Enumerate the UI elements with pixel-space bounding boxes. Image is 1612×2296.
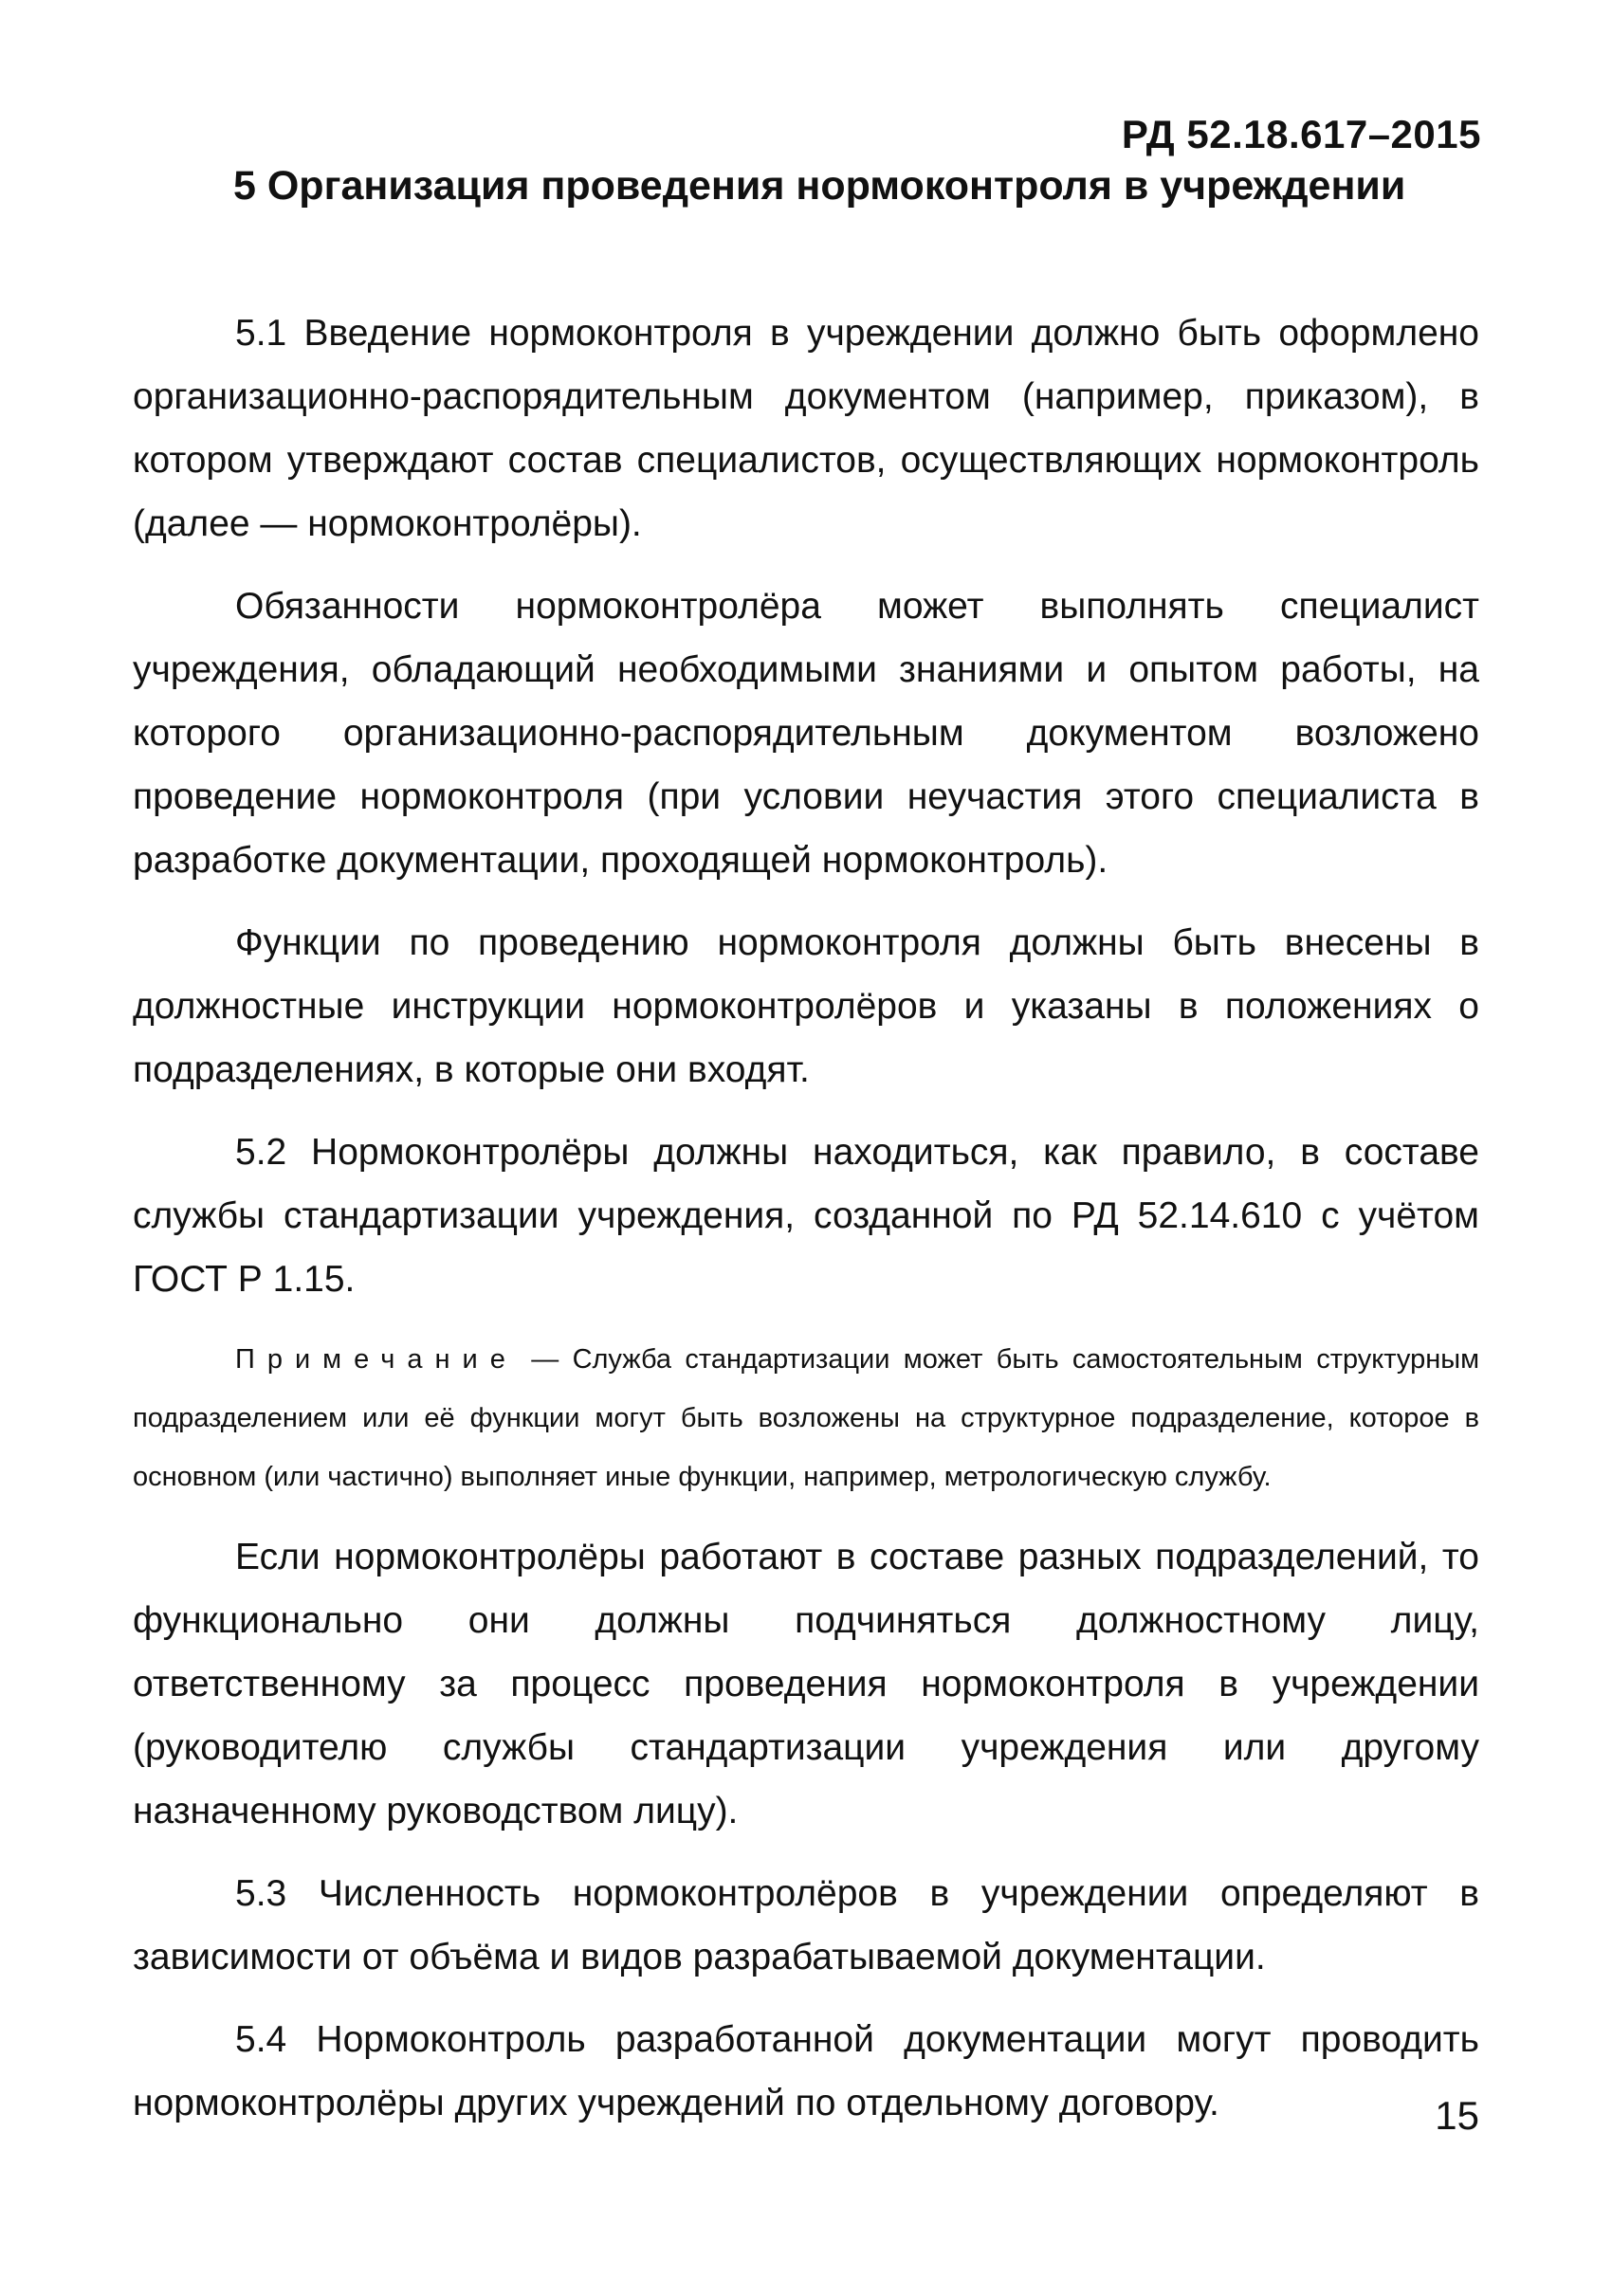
paragraph-5-3: 5.3 Численность нормоконтролёров в учреждении определяют в зависимости от объёма и видов разрабатываемой документации. [133,1873,1479,1977]
paragraph-duties: Обязанности нормоконтролёра может выполнять специалист учреждения, обладающий необходимыми знаниями и опытом работы, на которого организационно-распорядительным документом возложено проведение нормоконтроля (при условии неучастия этого специалиста в разработке документации, проходящей нормоконтроль). [133,586,1479,881]
document-code: РД 52.18.617–2015 [1121,112,1481,156]
paragraph-functions: Функции по проведению нормоконтроля должны быть внесены в должностные инструкции нормоконтролёров и указаны в положениях о подразделениях, в которые они входят. [133,922,1479,1090]
note-label: Примечание [235,1344,518,1375]
page-number: 15 [1435,2093,1479,2138]
note-block [133,1330,1479,1506]
section-title: 5 Организация проведения нормоконтроля в учреждении [233,163,1406,209]
paragraph-5-1: 5.1 Введение нормоконтроля в учреждении должно быть оформлено организационно-распорядительным документом (например, приказом), в котором утверждают состав специалистов, осуществляющих нормоконтроль (далее — нормоконтролёры). [133,313,1479,544]
paragraph-departments: Если нормоконтролёры работают в составе разных подразделений, то функционально они должны подчиняться должностному лицу, ответственному за процесс проведения нормоконтроля в учреждении (руководителю службы стандартизации учреждения или другому назначенному руководством лицу). [133,1537,1479,1831]
note-text: Служба стандартизации может быть самостоятельным структурным подразделением или её функции могут быть возложены на структурное подразделение, которое в основном (или частично) выполняет иные функции, например, метрологическую службу. [133,1344,1480,1492]
note-dash: — [517,1344,573,1375]
paragraph-5-2: 5.2 Нормоконтролёры должны находиться, как правило, в составе службы стандартизации учреждения, созданной по РД 52.14.610 с учётом ГОСТ Р 1.15. [133,1132,1479,1300]
document-body [133,301,1479,2154]
paragraph-5-4: 5.4 Нормоконтроль разработанной документации могут проводить нормоконтролёры других учреждений по отдельному договору. [133,2019,1479,2123]
